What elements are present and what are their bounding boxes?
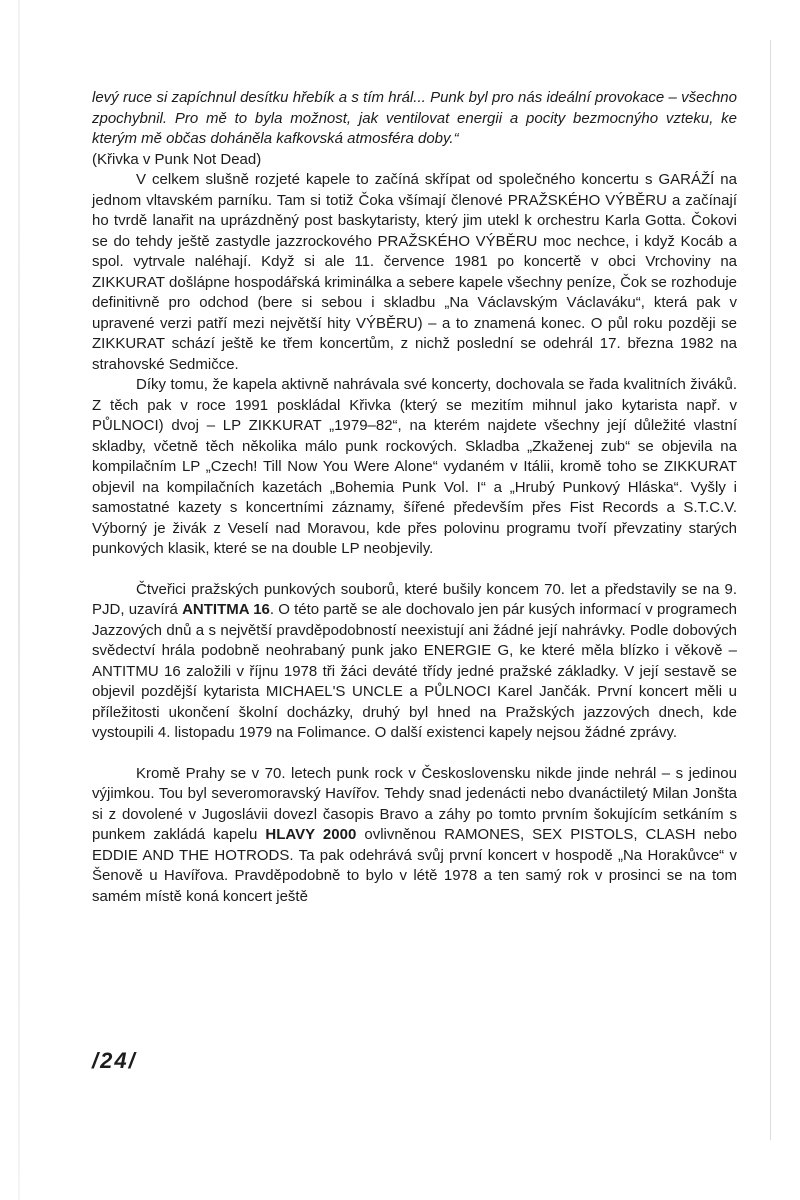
antitma-text-after: . O této partě se ale dochovalo jen pár kusých informací v programech Jazzových dnů a s největší pravděpodobností neexistují ani žádné její nahrávky. Podle dobových svědectví hrála podobně neohrabaný punk jako ENERGIE G, ke které měla blízko i věkově – ANTITMU 16 založili v říjnu 1978 tři žáci deváté třídy jedné pražské základky. V její sestavě se objevil pozdější kytarista MICHAEL'S UNCLE a PŮLNOCI Karel Jančák. První koncert měli u příležitosti ukončení školní docházky, druhý byl hned na Pražských jazzových dnech, kde vystoupili 4. listopadu 1979 na Folimance. O další existenci kapely nejsou žádné zprávy.: [92, 601, 738, 741]
band-name-hlavy-2000: HLAVY 2000: [265, 826, 357, 843]
paragraph-antitma-16: [92, 580, 737, 744]
page-number: /24/: [92, 1048, 137, 1073]
quote-source: (Křivka v Punk Not Dead): [92, 150, 262, 168]
antitma-text-before: Čtveřici pražských punkových souborů, které bušily koncem 70. let a představily se na 9. PJD, uzavírá: [92, 580, 737, 618]
page-left-edge-shadow: [18, 0, 20, 1200]
paragraph-zikkurat-recordings: Díky tomu, že kapela aktivně nahrávala své koncerty, dochovala se řada kvalitních živáků. Z těch pak v roce 1991 poskládal Křivka (který se mezitím mihnul jako kytarista např. v PŮLNOCI) dvoj – LP ZIKKURAT „1979–82“, na kterém najdete všechny její důležité vlastní skladby, včetně těch několika málo punk rockových. Skladba „Zkaženej zub“ se objevila na kompilačním LP „Czech! Till Now You Were Alone“ vydaném v Itálii, kromě toho se ZIKKURAT objevil na kompilačních kazetách „Bohemia Punk Vol. I“ a „Hrubý Punkový Hláska“. Vyšly i samostatné kazety s koncertními záznamy, šířené především přes Fist Records a S.T.C.V. Výborný je živák z Veselí nad Moravou, kde přes polovinu programu tvoří převzatiny starých punkových klasik, které se na double LP neobjevily.: [92, 376, 737, 557]
hlavy-text-after: ovlivněnou RAMONES, SEX PISTOLS, CLASH nebo EDDIE AND THE HOTRODS. Ta pak odehrává svůj první koncert v hospodě „Na Horakůvce“ v Šenově u Havířova. Pravděpodobně to bylo v létě 1978 a ten samý rok v prosinci se na tom samém místě koná koncert ještě: [92, 826, 737, 905]
hlavy-text-before: Kromě Prahy se v 70. letech punk rock v Československu nikde jinde nehrál – s jedinou výjimkou. Tou byl severomoravský Havířov. Tehdy snad jedenácti nebo dvanáctiletý Milan Jonšta si z dovolené v Jugoslávii dovezl časopis Bravo a záhy po tomto prvním šokujícím setkáním s punkem zakládá kapelu: [92, 764, 737, 843]
paragraph-zikkurat-breakup: V celkem slušně rozjeté kapele to začíná skřípat od společného koncertu s GARÁŽÍ na jednom vltavském parníku. Tam si totiž Čoka všímají členové PRAŽSKÉHO VÝBĚRU a začínají ho tvrdě lanařit na uprázdněný post baskytaristy, který jim utekl k orchestru Karla Gotta. Čokovi se do tehdy ještě zastydle jazzrockového PRAŽSKÉHO VÝBĚRU moc nechce, i když Kocáb a spol. vytrvale naléhají. Když si ale 11. července 1981 po koncertě v obci Vrchoviny na ZIKKURAT došlápne hospodářská kriminálka a sebere kapele všechny peníze, Čok se rozhoduje definitivně pro odchod (bere si sebou i skladbu „Na Václavským Václaváku“, která pak v upravené verzi patří mezi největší hity VÝBĚRU) – a to znamená konec. O půl roku později se ZIKKURAT schází ještě ke třem koncertům, z nichž poslední se odehrál 17. března 1982 na strahovské Sedmičce.: [92, 171, 737, 373]
page-right-edge-line: [770, 40, 771, 1140]
quote-text: levý ruce si zapíchnul desítku hřebík a s tím hrál... Punk byl pro nás ideální provokace – všechno zpochybnil. Pro mě to byla možnost, jak ventilovat energii a pocity bezmocnýho vzteku, ke kterým mě občas doháněla kafkovská atmosféra doby.“: [92, 89, 737, 147]
page-body: [92, 88, 737, 907]
quote-paragraph: [92, 88, 737, 170]
band-name-antitma-16: ANTITMA 16: [182, 601, 270, 618]
paragraph-hlavy-2000: [92, 764, 737, 908]
